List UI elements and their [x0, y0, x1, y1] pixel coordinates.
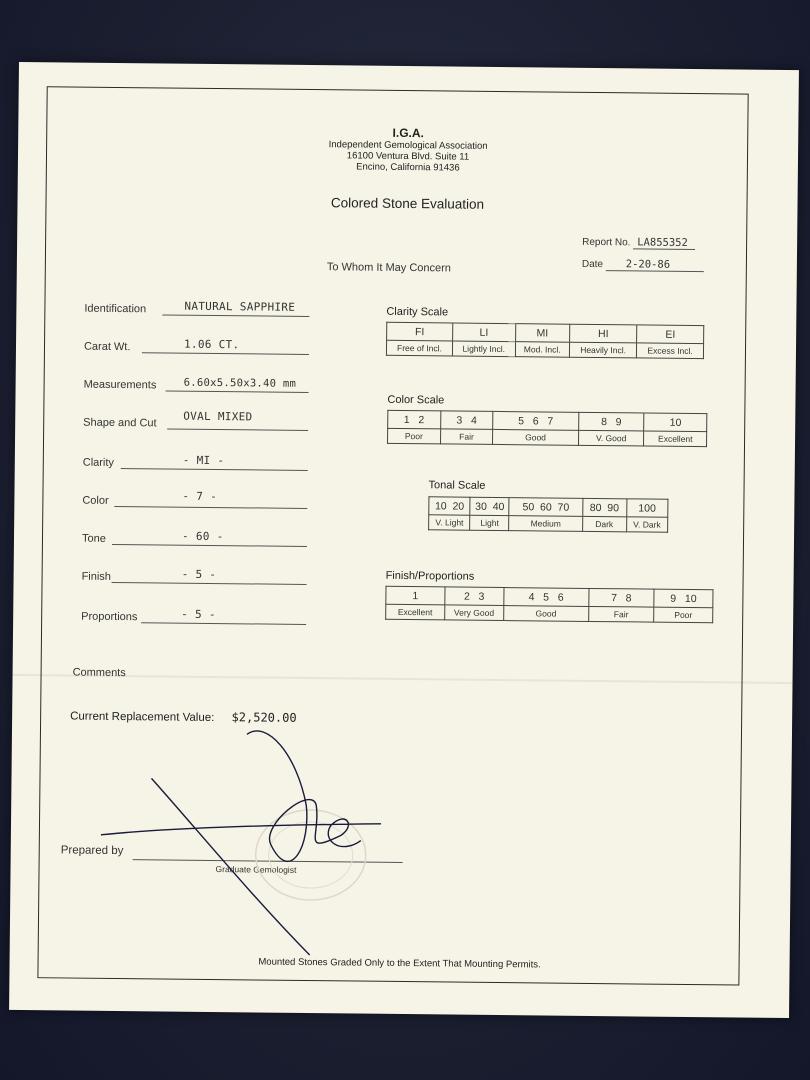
field-measurements	[84, 375, 309, 393]
scale-cell: Poor	[388, 428, 441, 444]
scale-cell: Light	[470, 515, 509, 530]
scale-cell: V. Dark	[626, 517, 668, 532]
scale-cell: Lightly Incl.	[452, 341, 515, 357]
scale-cell: 1	[386, 586, 445, 605]
scale-cell: 1 2	[388, 410, 441, 429]
report-no-label: Report No.	[582, 236, 631, 249]
field-value: - MI -	[182, 453, 225, 468]
field-finish	[82, 567, 307, 585]
scale-cell: Excellent	[644, 431, 707, 447]
scale-cell: Free of Incl.	[386, 340, 452, 356]
scale-cell: V. Light	[429, 515, 471, 530]
field-value: - 7 -	[182, 489, 218, 504]
header-name: Independent Gemological Association	[328, 139, 488, 152]
scale-cell: Dark	[582, 516, 626, 531]
finish-scale-title: Finish/Proportions	[385, 569, 475, 583]
color-scale-table	[387, 410, 707, 447]
report-no-value: LA855352	[633, 236, 695, 250]
tonal-scale-table	[428, 496, 668, 533]
gemologist-label: Graduate Gemologist	[215, 864, 297, 875]
scale-cell: 100	[626, 499, 668, 517]
report-date-value: 2-20-86	[606, 258, 704, 272]
scale-cell: Fair	[588, 606, 654, 622]
salutation: To Whom It May Concern	[326, 261, 452, 275]
scale-cell: FI	[387, 322, 453, 341]
footer-note: Mounted Stones Graded Only to the Extent That Mounting Permits.	[258, 956, 541, 971]
scale-cell: HI	[570, 324, 638, 343]
scale-cell: 2 3	[445, 587, 504, 606]
report-number	[582, 236, 695, 250]
report-date-label: Date	[581, 258, 604, 271]
field-proportions	[81, 607, 306, 625]
header-org: I.G.A.	[392, 125, 425, 141]
scale-cell: 80 90	[582, 498, 626, 516]
scale-cell: Excess Incl.	[637, 343, 704, 359]
scale-cell: Mod. Incl.	[515, 342, 570, 358]
comments-label: Comments	[72, 666, 126, 680]
field-value: NATURAL SAPPHIRE	[184, 299, 296, 314]
scale-cell: Poor	[654, 607, 713, 623]
clarity-scale-table	[386, 322, 704, 359]
field-label: Shape and Cut	[83, 416, 157, 430]
scale-cell: Fair	[440, 429, 493, 445]
header-city: Encino, California 91436	[356, 161, 460, 174]
scale-cell: Excellent	[386, 604, 445, 620]
field-label: Measurements	[83, 378, 157, 392]
field-label: Carat Wt.	[83, 340, 131, 354]
header	[18, 122, 798, 177]
scale-cell: Very Good	[445, 605, 504, 621]
field-color	[82, 491, 307, 509]
scale-cell: Medium	[509, 516, 582, 532]
scale-cell: 5 6 7	[493, 411, 579, 430]
tonal-scale-title: Tonal Scale	[428, 479, 486, 492]
field-label: Finish	[81, 570, 112, 583]
field-label: Proportions	[81, 610, 138, 624]
scale-cell: 30 40	[470, 497, 509, 515]
finish-scale-table	[385, 586, 713, 623]
color-scale-title: Color Scale	[387, 393, 445, 407]
scale-cell: 9 10	[654, 589, 713, 608]
field-tone	[82, 529, 307, 547]
report-date	[582, 258, 704, 272]
field-label: Color	[82, 494, 109, 507]
evaluation-document	[9, 62, 799, 1018]
field-label: Identification	[84, 302, 147, 316]
scale-cell: Good	[493, 429, 579, 445]
scale-cell: 7 8	[589, 588, 655, 607]
document-title: Colored Stone Evaluation	[330, 195, 485, 212]
scale-cell: V. Good	[578, 430, 644, 446]
field-value: OVAL MIXED	[183, 409, 253, 424]
scale-cell: MI	[515, 324, 570, 343]
scale-cell: LI	[453, 323, 516, 342]
scale-cell: Good	[503, 606, 588, 622]
replacement-amount: $2,520.00	[231, 710, 297, 725]
scale-cell: 4 5 6	[504, 588, 589, 607]
scale-cell: 8 9	[578, 412, 644, 431]
field-value: - 60 -	[181, 529, 224, 544]
field-value: - 5 -	[181, 567, 217, 582]
field-label: Tone	[81, 532, 106, 545]
clarity-scale-title: Clarity Scale	[386, 305, 449, 319]
replacement-label: Current Replacement Value:	[70, 710, 215, 725]
scale-cell: 10 20	[429, 497, 471, 515]
field-value: 6.60x5.50x3.40 mm	[183, 376, 297, 390]
replacement-value	[70, 709, 297, 725]
field-carat-weight	[84, 337, 309, 355]
scale-cell: 50 60 70	[509, 498, 582, 517]
scale-cell: Heavily Incl.	[569, 342, 636, 358]
prepared-by-label: Prepared by	[60, 844, 124, 858]
scale-cell: 10	[644, 413, 707, 432]
scale-cell: 3 4	[440, 411, 493, 430]
field-value: - 5 -	[181, 607, 216, 622]
field-label: Clarity	[82, 456, 115, 469]
field-value: 1.06 CT.	[183, 337, 240, 352]
field-shape-and-cut	[83, 409, 308, 431]
field-clarity	[83, 453, 308, 471]
scale-cell: EI	[637, 325, 704, 344]
field-identification	[84, 299, 309, 317]
header-address: 16100 Ventura Blvd. Suite 11	[346, 150, 470, 163]
